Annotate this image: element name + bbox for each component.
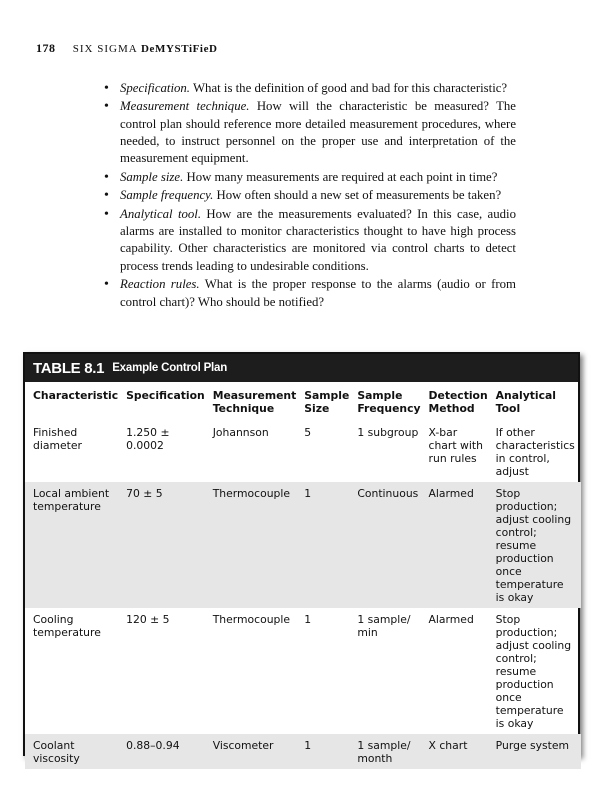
table-cell: Stop production; adjust cooling control; resume production once temperature is okay [492, 482, 581, 608]
table-cell: Thermocouple [212, 613, 291, 626]
table-title-bar [25, 354, 578, 382]
page-number: 178 [36, 41, 56, 55]
table-cell: Continuous [353, 482, 424, 608]
table-header-row [25, 382, 581, 421]
bullet-item [104, 98, 516, 167]
bullet-item [104, 80, 516, 97]
table-row [25, 734, 581, 769]
bullet-term: Specification. [120, 81, 191, 95]
bullet-term: Sample frequency. [120, 188, 214, 203]
table-cell: Viscometer [209, 734, 301, 769]
table-cell: Purge system [492, 734, 581, 769]
table-cell: Cooling temperature [33, 613, 101, 639]
bullet-dot-icon: • [104, 206, 109, 222]
control-plan-table [23, 352, 580, 765]
column-header: Specification [126, 389, 205, 402]
table-cell: Stop production; adjust cooling control; resume production once temperature is okay [495, 613, 572, 730]
bullet-dot-icon: • [104, 277, 109, 293]
table-cell: 1 sample/ min [357, 613, 411, 639]
bullet-dot-icon: • [104, 169, 109, 185]
bullet-dot-icon: • [104, 81, 109, 96]
column-header: Detection Method [428, 389, 488, 415]
table-cell: 120 ± 5 [126, 613, 170, 626]
bullet-item [104, 206, 516, 275]
bullet-term: Sample size. [120, 169, 184, 184]
running-head [36, 41, 218, 56]
table-row [25, 608, 581, 734]
table-cell: Thermocouple [209, 482, 301, 608]
table-cell: X-bar chart with run rules [428, 426, 483, 465]
table-cell: Coolant viscosity [25, 734, 122, 769]
table-cell: 1.250 ± 0.0002 [126, 426, 170, 452]
book-title: SIX SIGMA [72, 43, 138, 55]
table-cell: 5 [304, 426, 312, 439]
column-header: Measurement Technique [212, 389, 297, 415]
table-cell: X chart [425, 734, 492, 769]
control-plan-grid [25, 382, 581, 769]
table-cell: 70 ± 5 [122, 482, 209, 608]
table-cell: 1 [300, 482, 353, 608]
table-cell: If other characteristics in control, adjust [495, 426, 575, 478]
bullet-text: What is the proper response to the alarms (audio or from control chart)? Who should be notified? [120, 277, 516, 309]
table-cell: Local ambient temperature [25, 482, 122, 608]
bullet-item [104, 169, 516, 186]
table-row [25, 482, 581, 608]
table-number: TABLE 8.1 [33, 359, 105, 377]
bullet-item [104, 187, 516, 204]
column-header: Characteristic [33, 389, 119, 402]
table-cell: 1 [300, 734, 353, 769]
bullet-item [104, 276, 516, 311]
bullet-text: What is the definition of good and bad for this characteristic? [190, 81, 508, 95]
table-cell: 1 sample/ month [353, 734, 424, 769]
bullet-text: How often should a new set of measurements be taken? [213, 188, 502, 203]
table-cell: Alarmed [425, 482, 492, 608]
column-header: Sample Frequency [357, 389, 421, 415]
table-caption: Example Control Plan [112, 362, 228, 374]
table-cell: Alarmed [428, 613, 474, 626]
bullet-dot-icon: • [104, 99, 109, 115]
bullet-list [104, 80, 516, 312]
table-row [25, 421, 581, 482]
table-cell: Finished diameter [33, 426, 82, 452]
bullet-dot-icon: • [104, 188, 109, 204]
bullet-term: Measurement technique. [120, 99, 250, 114]
book-subtitle: DeMYSTiFieD [140, 43, 218, 55]
bullet-text: How are the measurements evaluated? In this case, audio alarms are installed to monitor characteristics thought to have high process capability. Other characteristics are monitored via control charts to detect process trends leading to undesirable conditions. [120, 206, 516, 273]
table-cell: 1 [304, 613, 312, 626]
column-header: Sample Size [304, 389, 350, 415]
bullet-term: Analytical tool. [120, 206, 202, 221]
table-cell: 1 subgroup [357, 426, 419, 439]
table-cell: Johannson [212, 426, 269, 439]
bullet-text: How many measurements are required at each point in time? [183, 169, 498, 184]
bullet-term: Reaction rules. [120, 277, 200, 292]
table-cell: 0.88–0.94 [122, 734, 209, 769]
column-header: Analytical Tool [495, 389, 556, 415]
bullet-text: How will the characteristic be measured? The control plan should reference more detailed measurement procedures, where needed, to instruct personnel on the proper use and interpretation of the measurement equipment. [120, 99, 516, 166]
